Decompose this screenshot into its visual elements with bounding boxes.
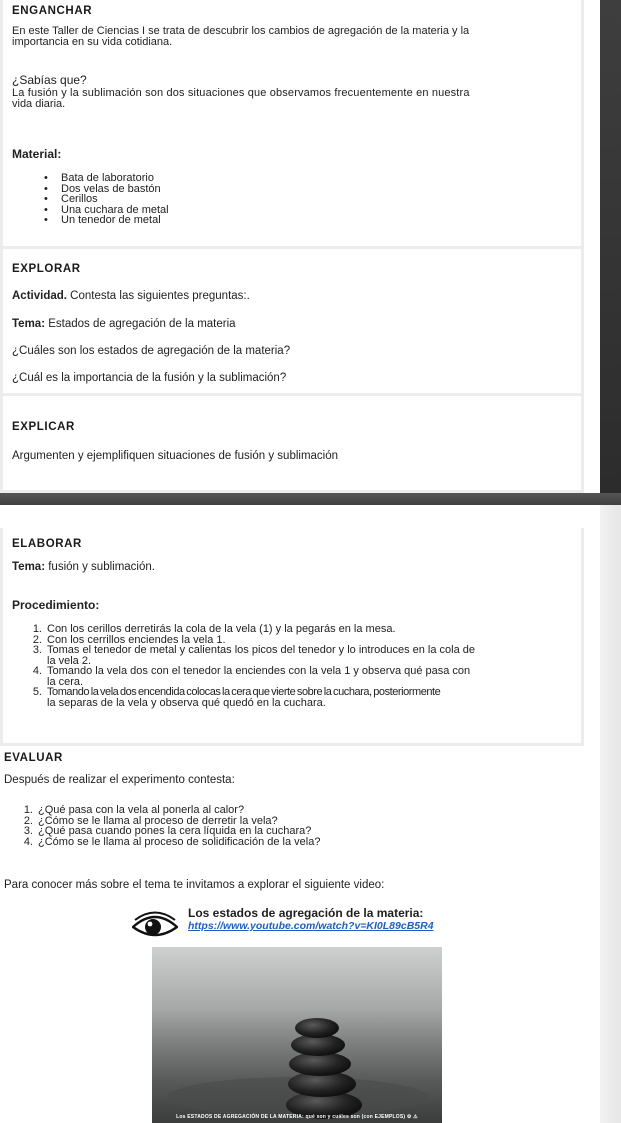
- sabias-title: ¿Sabías que?: [12, 73, 87, 87]
- question-text: ¿Cómo se le llama al proceso de derretir la vela?: [38, 814, 278, 827]
- procedure-step: [25, 687, 475, 708]
- video-link[interactable]: https://www.youtube.com/watch?v=KI0L89cB5R4: [188, 920, 434, 932]
- evaluar-intro: Después de realizar el experimento contesta:: [4, 774, 235, 786]
- question-text: ¿Cómo se le llama al proceso de solidificación de la vela?: [38, 835, 321, 848]
- video-thumbnail[interactable]: [152, 947, 442, 1123]
- question-number: 4.: [23, 835, 33, 848]
- elaborar-tema-label: Tema:: [12, 561, 46, 573]
- evaluar-question: [16, 826, 320, 837]
- evaluar-questions: [16, 805, 320, 847]
- evaluar-heading: EVALUAR: [4, 752, 63, 764]
- explicar-text: Argumenten y ejemplifiquen situaciones de fusión y sublimación: [12, 450, 339, 462]
- materials-list: [37, 173, 169, 226]
- step-line: la vela 2.: [47, 654, 92, 667]
- video-invite: Para conocer más sobre el tema te invitamos a explorar el siguiente video:: [4, 879, 385, 891]
- question-number: 3.: [23, 825, 33, 837]
- step-number: 3.: [32, 644, 42, 656]
- sabias-line2: vida diaria.: [12, 98, 66, 110]
- procedimiento-label: Procedimiento:: [12, 598, 100, 612]
- actividad-text: Contesta las siguientes preguntas:.: [66, 290, 250, 302]
- procedure-step: [25, 666, 475, 687]
- step-line: Tomando la vela dos encendida colocas la cera que vierte sobre la cuchara, posteriormente: [47, 686, 441, 698]
- question-number: 2.: [23, 814, 33, 827]
- stacked-stones-image: [152, 947, 442, 1123]
- step-line: Con los cerillos derretirás la cola de la vela (1) y la pegarás en la mesa.: [47, 623, 396, 635]
- procedure-step: [25, 645, 475, 666]
- material-item: • Bata de laboratorio: [37, 173, 169, 184]
- material-item: • Cerillos: [37, 194, 169, 205]
- enganchar-intro-line1: En este Taller de Ciencias I se trata de descubrir los cambios de agregación de la materia y la: [12, 25, 470, 37]
- question-text: ¿Qué pasa cuando pones la cera líquida en la cuchara?: [38, 825, 312, 837]
- video-title: Los estados de agregación de la materia:: [188, 906, 424, 920]
- question-number: 1.: [23, 804, 33, 816]
- explorar-question-1: ¿Cuáles son los estados de agregación de la materia?: [12, 345, 291, 357]
- step-line: Tomando la vela dos con el tenedor la enciendes con la vela 1 y observa qué pasa con: [47, 665, 471, 677]
- explorar-question-2: ¿Cuál es la importancia de la fusión y la sublimación?: [12, 372, 287, 384]
- eye-icon: [132, 911, 178, 941]
- video-caption: Los ESTADOS DE AGREGACIÓN DE LA MATERIA: qué son y cuáles son (con EJEMPLOS) ⚙ ⚠: [176, 1114, 418, 1120]
- sabias-line1: La fusión y la sublimación son dos situaciones que observamos frecuentemente en nuestra: [12, 87, 470, 99]
- explicar-heading: EXPLICAR: [12, 421, 75, 433]
- elaborar-heading: ELABORAR: [12, 538, 82, 550]
- step-number: 2.: [32, 633, 42, 646]
- evaluar-question: [16, 805, 320, 816]
- material-label: Material:: [12, 147, 62, 161]
- question-text: ¿Qué pasa con la vela al ponerla al calor?: [38, 804, 245, 816]
- step-number: 5.: [32, 686, 42, 698]
- explorar-tema-line: [12, 319, 236, 330]
- elaborar-tema-text: fusión y sublimación.: [45, 561, 155, 573]
- explorar-tema-text: Estados de agregación de la materia: [45, 318, 236, 330]
- enganchar-heading: ENGANCHAR: [12, 5, 93, 17]
- explorar-tema-label: Tema:: [12, 318, 46, 330]
- viewer-scroll-area-top: [600, 0, 621, 493]
- actividad-label: Actividad.: [12, 290, 67, 302]
- material-item: • Dos velas de bastón: [37, 184, 169, 195]
- explicar-frame: [0, 395, 584, 493]
- elaborar-tema-line: [12, 562, 155, 573]
- viewer-scroll-area-bottom: [600, 505, 621, 1123]
- actividad-line: [12, 291, 250, 302]
- material-item: • Una cuchara de metal: [37, 205, 169, 216]
- enganchar-intro-line2: importancia en su vida cotidiana.: [12, 36, 173, 48]
- page-separator: [0, 493, 621, 505]
- step-number: 1.: [32, 623, 42, 635]
- step-line: la cera.: [47, 675, 84, 688]
- step-line: Tomas el tenedor de metal y calientas los picos del tenedor y lo introduces en la cola de: [47, 644, 476, 656]
- step-number: 4.: [32, 665, 42, 677]
- explorar-heading: EXPLORAR: [12, 263, 81, 275]
- step-line: la separas de la vela y observa qué quedó en la cuchara.: [47, 696, 326, 709]
- procedure-list: [25, 624, 475, 708]
- evaluar-question: [16, 837, 320, 848]
- step-line: Con los cerrillos enciendes la vela 1.: [47, 633, 226, 646]
- procedure-step: [25, 624, 475, 635]
- material-item: • Un tenedor de metal: [37, 215, 169, 226]
